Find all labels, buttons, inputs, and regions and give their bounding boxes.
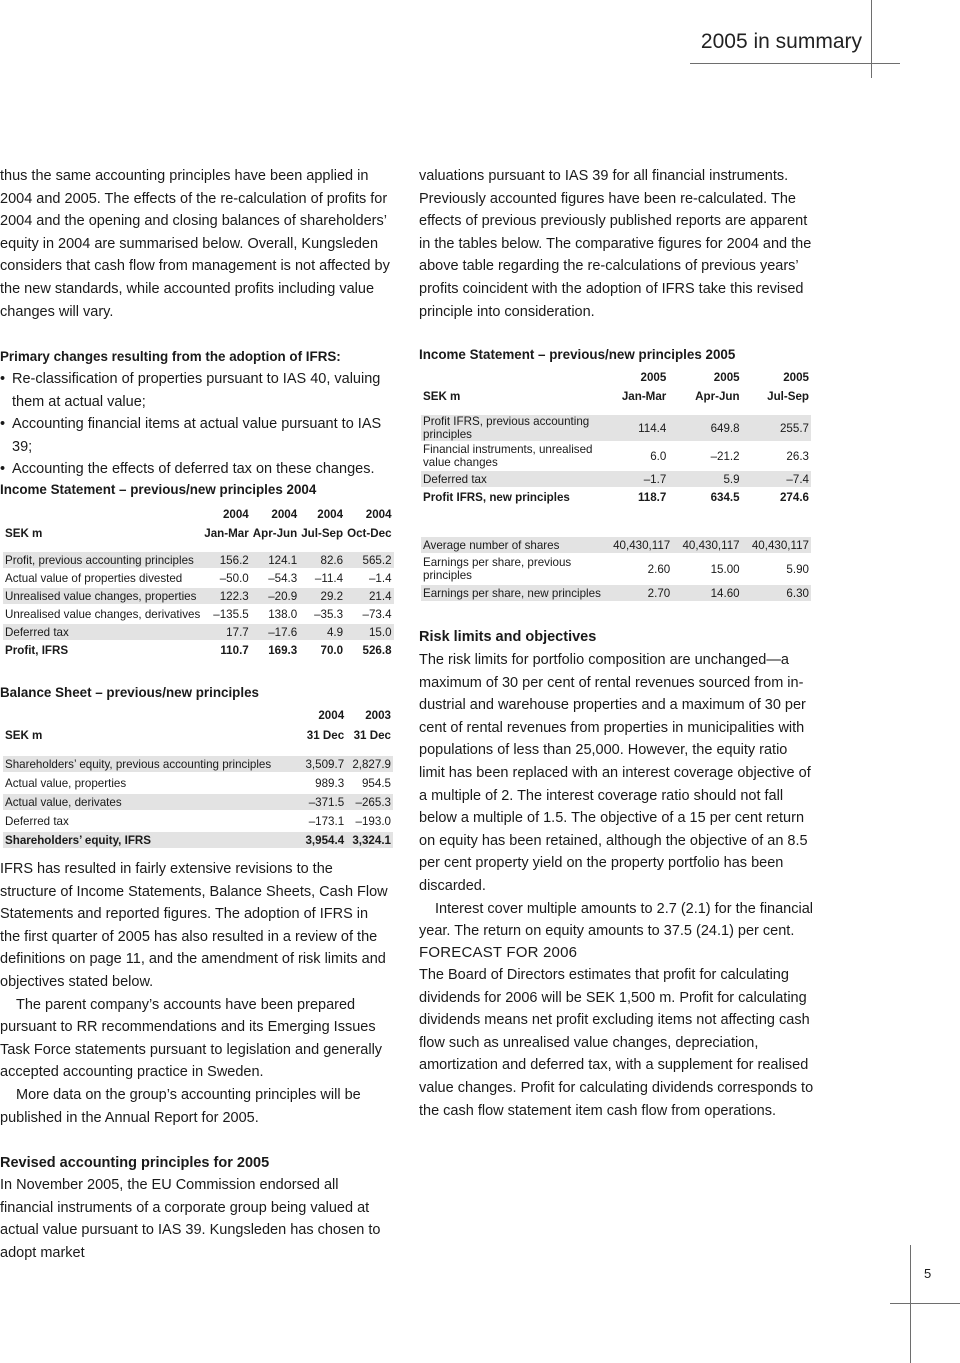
share-data-table (421, 534, 811, 604)
row-label: Shareholders’ equity, previous accounting principles (3, 756, 299, 772)
cell-value: –20.9 (251, 588, 299, 604)
cell-value: –1.4 (368, 571, 392, 585)
table-header-row (3, 707, 393, 724)
table-header-row (421, 388, 811, 405)
balance-sheet-table (3, 704, 393, 851)
bullet-text: Accounting the effects of deferred tax on these changes. (12, 461, 375, 478)
cell-value: 6.0 (650, 449, 667, 463)
column-year: 2004 (317, 508, 344, 521)
cell-value: 169.3 (268, 643, 298, 657)
header-vertical-rule (871, 0, 872, 78)
column-year: 2004 (318, 709, 345, 722)
list-item (0, 368, 400, 413)
row-label: Average number of shares (421, 537, 603, 553)
risk-limits-heading: Risk limits and objectives (419, 629, 597, 645)
unit-label: SEK m (5, 729, 43, 742)
cell-value: –35.3 (314, 607, 344, 621)
primary-changes-heading: Primary changes resulting from the adoption of IFRS: (0, 349, 341, 364)
cell-value: 114.4 (595, 415, 668, 441)
row-label: Profit IFRS, new principles (423, 490, 570, 504)
row-label: Actual value, derivates (3, 794, 299, 810)
table-row (421, 585, 811, 601)
column-year: 2004 (222, 508, 249, 521)
income-statement-2004-table (3, 504, 394, 660)
cell-value: –371.5 (299, 794, 346, 810)
left-intro-text: thus the same accounting principles have been applied in 2004 and 2005. The effects of the re-calculation of profits for 2004 and the opening and closing balances of shareholders’ equity in 2004 are summarised below. Overall, Kungsleden considers that cash flow from management is not affected by the new standards, while accounted profits including value changes will vary. (0, 168, 390, 320)
cell-value: 15.0 (345, 624, 393, 640)
table-row (421, 415, 811, 441)
income-2005-title: Income Statement – previous/new principles 2005 (419, 347, 736, 362)
cell-value: 70.0 (320, 643, 344, 657)
table-row (3, 813, 393, 829)
header-horizontal-rule (690, 63, 900, 64)
table-row (3, 606, 394, 622)
cell-value: 26.3 (786, 449, 809, 463)
cell-value: 40,430,117 (603, 537, 672, 553)
bullet-text: Accounting financial items at actual value pursuant to IAS 39; (12, 416, 382, 455)
right-intro-paragraph (419, 165, 814, 323)
cell-value: 17.7 (202, 624, 250, 640)
table-row (421, 537, 811, 553)
parent-company-paragraph: The parent company’s accounts have been prepared pursuant to RR recommendations and its Emerging Issues Task Force statements pursuant to legislation and generally accepted accounting practice in Sweden. (0, 996, 383, 1081)
table-header-row (421, 369, 811, 386)
cell-value: –135.5 (213, 607, 249, 621)
cell-value: 6.30 (742, 585, 811, 601)
cell-value: –54.3 (268, 571, 298, 585)
row-label: Deferred tax (421, 471, 595, 487)
table-row-total (3, 642, 394, 658)
table-row-total (421, 489, 811, 505)
column-period: Jul-Sep (301, 527, 344, 540)
revised-principles-paragraph (0, 1174, 392, 1264)
revised-principles-text: In November 2005, the EU Commission endorsed all financial instruments of a corporate group being valued at actual value pursuant to IAS 39. Kungsleden has chosen to adopt market (0, 1177, 381, 1261)
cell-value: –193.0 (355, 814, 391, 828)
column-period: Jan-Mar (204, 527, 249, 540)
cell-value: –50.0 (219, 571, 249, 585)
cell-value: 82.6 (299, 552, 345, 568)
row-label: Earnings per share, new principles (423, 586, 601, 600)
cell-value: 110.7 (220, 643, 249, 657)
column-year: 2004 (365, 508, 392, 521)
cell-value: 565.2 (345, 552, 393, 568)
cell-value: –265.3 (346, 794, 393, 810)
column-period: Jul-Sep (767, 390, 809, 403)
cell-value: 255.7 (742, 415, 811, 441)
footer-horizontal-rule (890, 1303, 960, 1304)
cell-value: 14.60 (672, 585, 741, 601)
cell-value: 2.60 (647, 562, 671, 576)
column-year: 2005 (640, 371, 667, 384)
cell-value: 526.8 (362, 643, 392, 657)
cell-value: 2,827.9 (346, 756, 393, 772)
table-row (3, 588, 394, 604)
cell-value: –11.4 (314, 571, 344, 585)
table-row (3, 775, 393, 791)
row-label: Deferred tax (5, 814, 69, 828)
cell-value: 5.90 (786, 562, 809, 576)
cell-value: 989.3 (315, 776, 345, 790)
table-row (421, 471, 811, 487)
cell-value: –17.6 (251, 624, 299, 640)
table-row (421, 556, 811, 582)
table-row (3, 794, 393, 810)
list-item (0, 413, 400, 458)
table-row (3, 624, 394, 640)
forecast-text: The Board of Directors estimates that profit for calculating dividends for 2006 will be SEK 1,500 m. Profit for calculating dividends means net profit excluding items not affecting cash flow such as unrealised value changes, depreciation, amortization and deferred tax, with a supplement for realised value changes. Profit for calculating dividends corresponds to the cash flow statement item cash flow from operations. (419, 967, 814, 1119)
table-header-row (3, 727, 393, 744)
income-statement-2005-table (421, 367, 811, 507)
cell-value: 3,954.4 (299, 832, 346, 848)
page-header-title: 2005 in summary (700, 30, 862, 53)
cell-value: 3,324.1 (346, 832, 393, 848)
table-row (3, 552, 394, 568)
primary-changes-list (0, 368, 400, 481)
column-year: 2004 (271, 508, 298, 521)
cell-value: 122.3 (202, 588, 250, 604)
risk-limits-paragraph: The risk limits for portfolio composition are unchanged—a maximum of 30 per cent of rental revenues sourced from industrial and warehouse properties and a maximum of 30 per cent of rental revenues from properties in municipalities with populations of less than 25,000. However, the equity ratio limit has been replaced with an interest coverage objective of a multiple of 2. The interest coverage ratio should not fall below a multiple of 1.5. The objective of a 15 per cent return on equity has been retained, although the objective of an 8.5 per cent property yield on the property portfolio has been discarded. (419, 652, 811, 894)
table-row (3, 756, 393, 772)
column-year: 2003 (365, 709, 391, 722)
list-item (0, 458, 400, 481)
column-period: Jan-Mar (621, 390, 667, 403)
row-label: Unrealised value changes, properties (3, 588, 202, 604)
cell-value: –7.4 (742, 471, 811, 487)
forecast-heading: FORECAST FOR 2006 (419, 944, 578, 961)
footer-vertical-rule (910, 1245, 911, 1363)
cell-value: –73.4 (362, 607, 392, 621)
cell-value: 634.5 (710, 490, 740, 504)
row-label: Financial instruments, unrealised value changes (423, 443, 593, 469)
cell-value: 4.9 (299, 624, 345, 640)
revised-principles-heading: Revised accounting principles for 2005 (0, 1155, 270, 1171)
row-label: Actual value of properties divested (5, 571, 183, 585)
cell-value: –21.2 (710, 449, 740, 463)
balance-sheet-title: Balance Sheet – previous/new principles (0, 685, 259, 700)
cell-value: 118.7 (637, 490, 667, 504)
right-intro-text: valuations pursuant to IAS 39 for all financial instruments. Previously accounted figures have been re-calculated. The effects of previous previously published reports are apparent in the tables below. The comparative figures for 2004 and the above table regarding the re-calculations of previous years’ profits coincident with the adoption of IFRS take this revised principle into consideration. (419, 168, 812, 320)
row-label: Actual value, properties (5, 776, 127, 790)
cell-value: 29.2 (299, 588, 345, 604)
cell-value: 5.9 (668, 471, 741, 487)
column-date: 31 Dec (306, 729, 345, 742)
cell-value: –1.7 (595, 471, 668, 487)
row-label: Profit, IFRS (5, 643, 69, 657)
table-row-total (3, 832, 393, 848)
left-intro-paragraph (0, 165, 392, 323)
forecast-section (419, 964, 814, 1122)
income-2004-title: Income Statement – previous/new principles 2004 (0, 482, 317, 497)
bullet-text: Re-classification of properties pursuant to IAS 40, valuing (12, 371, 381, 387)
cell-value: 124.1 (251, 552, 299, 568)
bullet-text-continued: them at actual value; (12, 393, 146, 410)
cell-value: 138.0 (268, 607, 298, 621)
unit-label: SEK m (5, 527, 43, 540)
cell-value: 2.70 (603, 585, 672, 601)
column-period: Apr-Jun (252, 527, 298, 540)
cell-value: –173.1 (308, 814, 345, 828)
row-label: Profit IFRS, previous accounting principles (421, 415, 595, 441)
row-label: Unrealised value changes, derivatives (5, 607, 201, 621)
cell-value: 15.00 (710, 562, 740, 576)
table-header-row (3, 506, 394, 523)
ifrs-paragraph: IFRS has resulted in fairly extensive revisions to the structure of Income Statements, Balance Sheets, Cash Flow Statements and reported figures. The adoption of IFRS in the first quarter of 2005 has also resulted in a review of the definitions on page 11, and the amendment of risk limits and objectives stated below. (0, 861, 388, 990)
table-row (421, 443, 811, 469)
cell-value: 954.5 (361, 776, 391, 790)
row-label: Deferred tax (3, 624, 202, 640)
annual-report-paragraph: More data on the group’s accounting principles will be published in the Annual Report for 2005. (0, 1086, 361, 1126)
column-date: 31 Dec (353, 729, 391, 742)
page-number: 5 (924, 1266, 932, 1281)
table-row (3, 570, 394, 586)
cell-value: 21.4 (345, 588, 393, 604)
cell-value: 649.8 (668, 415, 741, 441)
column-year: 2005 (783, 371, 809, 384)
row-label: Profit, previous accounting principles (3, 552, 202, 568)
ifrs-revisions-section (0, 858, 392, 1129)
cell-value: 40,430,117 (672, 537, 741, 553)
column-year: 2005 (713, 371, 740, 384)
table-header-row (3, 525, 394, 542)
cell-value: 274.6 (779, 490, 809, 504)
interest-cover-paragraph: Interest cover multiple amounts to 2.7 (2.1) for the financial year. The return on equity amounts to 37.5 (24.1) per cent. (419, 900, 813, 940)
risk-limits-section (419, 649, 814, 943)
cell-value: 40,430,117 (742, 537, 811, 553)
column-period: Apr-Jun (695, 390, 740, 403)
unit-label: SEK m (423, 390, 461, 403)
column-period: Oct-Dec (347, 527, 392, 540)
row-label: Earnings per share, previous principles (423, 556, 572, 582)
row-label: Shareholders’ equity, IFRS (3, 832, 299, 848)
cell-value: 3,509.7 (299, 756, 346, 772)
cell-value: 156.2 (202, 552, 250, 568)
